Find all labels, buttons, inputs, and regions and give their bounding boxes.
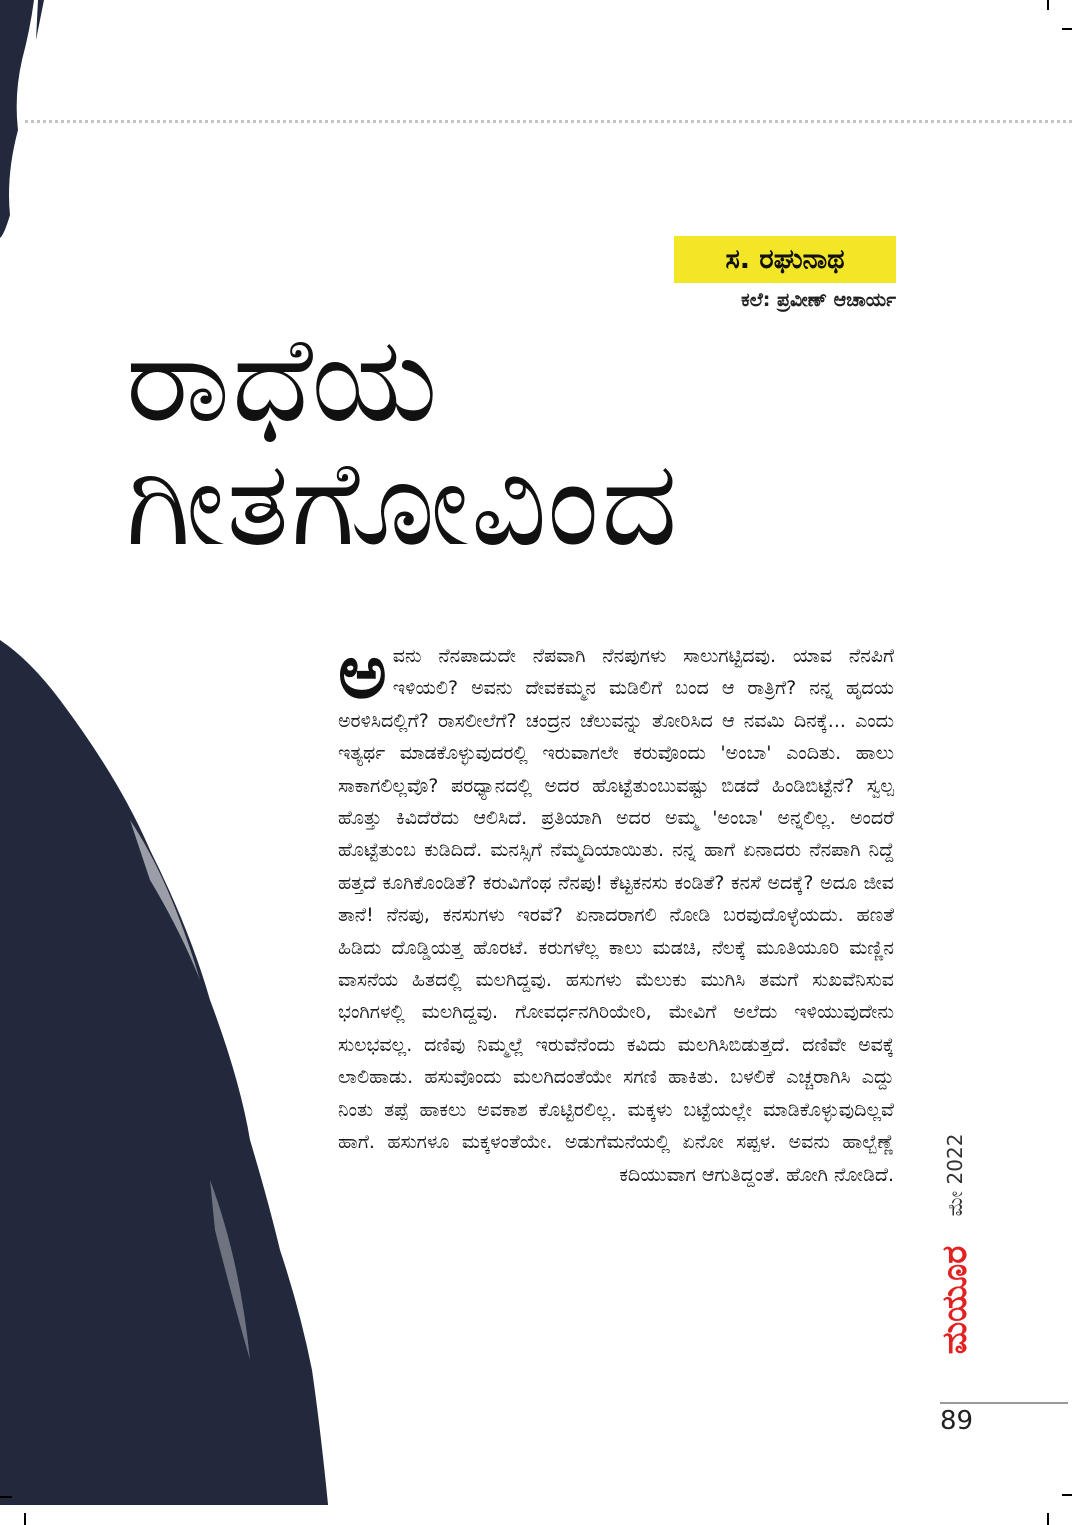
crop-mark-top-right — [1047, 0, 1049, 10]
header-dotted-rule — [25, 120, 1072, 123]
body-paragraph: ವನು ನೆನಪಾದುದೇ ನೆಪವಾಗಿ ನೆನಪುಗಳು ಸಾಲುಗಟ್ಟಿದವು. ಯಾವ ನೆನಪಿಗೆ ಇಳಿಯಲಿ? ಅವನು ದೇವಕಮ್ಮನ ಮಡಿಲಿಗೆ ಬಂದ ಆ ರಾತ್ರಿಗೆ? ನನ್ನ ಹೃದಯ ಅರಳಿಸಿದಲ್ಲಿಗೆ? ರಾಸಲೀಲೆಗೆ? ಚಂದ್ರನ ಚೆಲುವನ್ನು ತೋರಿಸಿದ ಆ ನವಮಿ ದಿನಕ್ಕೆ... ಎಂದು ಇತ್ಯರ್ಥ ಮಾಡಕೊಳ್ಳುವುದರಲ್ಲಿ ಇರುವಾಗಲೇ ಕರುವೊಂದು 'ಅಂಬಾ' ಎಂದಿತು. ಹಾಲು ಸಾಕಾಗಲಿಲ್ಲವೊ? ಪರಧ್ಯಾನದಲ್ಲಿ ಅದರ ಹೊಟ್ಟೆತುಂಬುವಷ್ಟು ಬಿಡದೆ ಹಿಂಡಿಬಿಟ್ಟೆನೆ? ಸ್ವಲ್ಪ ಹೊತ್ತು ಕಿವಿದೆರೆದು ಆಲಿಸಿದೆ. ಪ್ರತಿಯಾಗಿ ಅದರ ಅಮ್ಮ 'ಅಂಬಾ' ಅನ್ನಲಿಲ್ಲ. ಅಂದರೆ ಹೊಟ್ಟೆತುಂಬ ಕುಡಿದಿದೆ. ಮನಸ್ಸಿಗೆ ನೆಮ್ಮದಿಯಾಯಿತು. ನನ್ನ ಹಾಗೆ ಏನಾದರು ನೆನಪಾಗಿ ನಿದ್ದೆ ಹತ್ತದೆ ಕೂಗಿಕೊಂಡಿತೆ? ಕರುವಿಗೆಂಥ ನೆನಪು! ಕೆಟ್ಟಕನಸು ಕಂಡಿತೆ? ಕನಸೆ ಅದಕ್ಕೆ? ಅದೂ ಜೀವ ತಾನೆ! ನೆನಪು, ಕನಸುಗಳು ಇರವೆ? ಏನಾದರಾಗಲಿ ನೋಡಿ ಬರವುದೊಳ್ಳೆಯದು. ಹಣತೆ ಹಿಡಿದು ದೊಡ್ಡಿಯತ್ತ ಹೊರಟೆ. ಕರುಗಳೆಲ್ಲ ಕಾಲು ಮಡಚಿ, ನೆಲಕ್ಕೆ ಮೂತಿಯೂರಿ ಮಣ್ಣಿನ ವಾಸನೆಯ ಹಿತದಲ್ಲಿ ಮಲಗಿದ್ದವು. ಹಸುಗಳು ಮೆಲುಕು ಮುಗಿಸಿ ತಮಗೆ ಸುಖವೆನಿಸುವ ಭಂಗಿಗಳಲ್ಲಿ ಮಲಗಿದ್ದವು. ಗೋವರ್ಧನಗಿರಿಯೇರಿ, ಮೇವಿಗೆ ಅಲೆದು ಇಳಿಯುವುದೇನು ಸುಲಭವಲ್ಲ. ದಣಿವು ನಿಮ್ಮಲ್ಲೆ ಇರುವೆನೆಂದು ಕವಿದು ಮಲಗಿಸಿಬಿಡುತ್ತದೆ. ದಣಿವೇ ಅವಕ್ಕೆ ಲಾಲಿಹಾಡು. ಹಸುವೊಂದು ಮಲಗಿದಂತೆಯೇ ಸಗಣಿ ಹಾಕಿತು. ಬಳಲಿಕೆ ಎಚ್ಚರಾಗಿಸಿ ಎದ್ದು ನಿಂತು ತಪ್ಪೆ ಹಾಕಲು ಅವಕಾಶ ಕೊಟ್ಟಿರಲಿಲ್ಲ. ಮಕ್ಕಳು ಬಟ್ಟೆಯಲ್ಲೇ ಮಾಡಿಕೊಳ್ಳುವುದಿಲ್ಲವೆ ಹಾಗೆ. ಹಸುಗಳೂ ಮಕ್ಕಳಂತೆಯೇ. ಅಡುಗೆಮನೆಯಲ್ಲಿ ಏನೋ ಸಪ್ಪಳ. ಅವನು ಹಾಲ್ಬೆಣ್ಣೆ ಕದಿಯುವಾಗ ಆಗುತಿದ್ದಂತೆ. ಹೋಗಿ ನೋಡಿದೆ. — [338, 645, 894, 1186]
article-title — [126, 310, 906, 572]
crop-mark-bottom-left-v — [24, 1513, 26, 1525]
drop-cap: ಅ — [338, 629, 387, 715]
author-highlight — [674, 236, 896, 283]
author-name: ಸ. ರಘುನಾಥ — [725, 243, 845, 275]
magazine-logo: ಮಯೂರ — [935, 1245, 975, 1355]
title-line-2: ಗೀತಗೋವಿಂದ — [126, 433, 680, 572]
page-number-rule — [940, 1402, 1068, 1404]
crop-mark-bottom-right-h — [1062, 1494, 1072, 1496]
illustrator-credit: ಕಲೆ: ಪ್ರವೀಣ್ ಆಚಾರ್ಯ — [741, 289, 896, 311]
crop-mark-right — [1062, 28, 1072, 30]
issue-date: ಮೇ 2022 — [943, 1133, 967, 1217]
page-number: 89 — [940, 1406, 974, 1436]
title-line-1: ರಾಧೆಯ — [126, 310, 440, 448]
article-body — [338, 629, 894, 1191]
crop-mark-bottom-left — [0, 1496, 12, 1498]
crop-mark-bottom-right — [1047, 1513, 1049, 1525]
